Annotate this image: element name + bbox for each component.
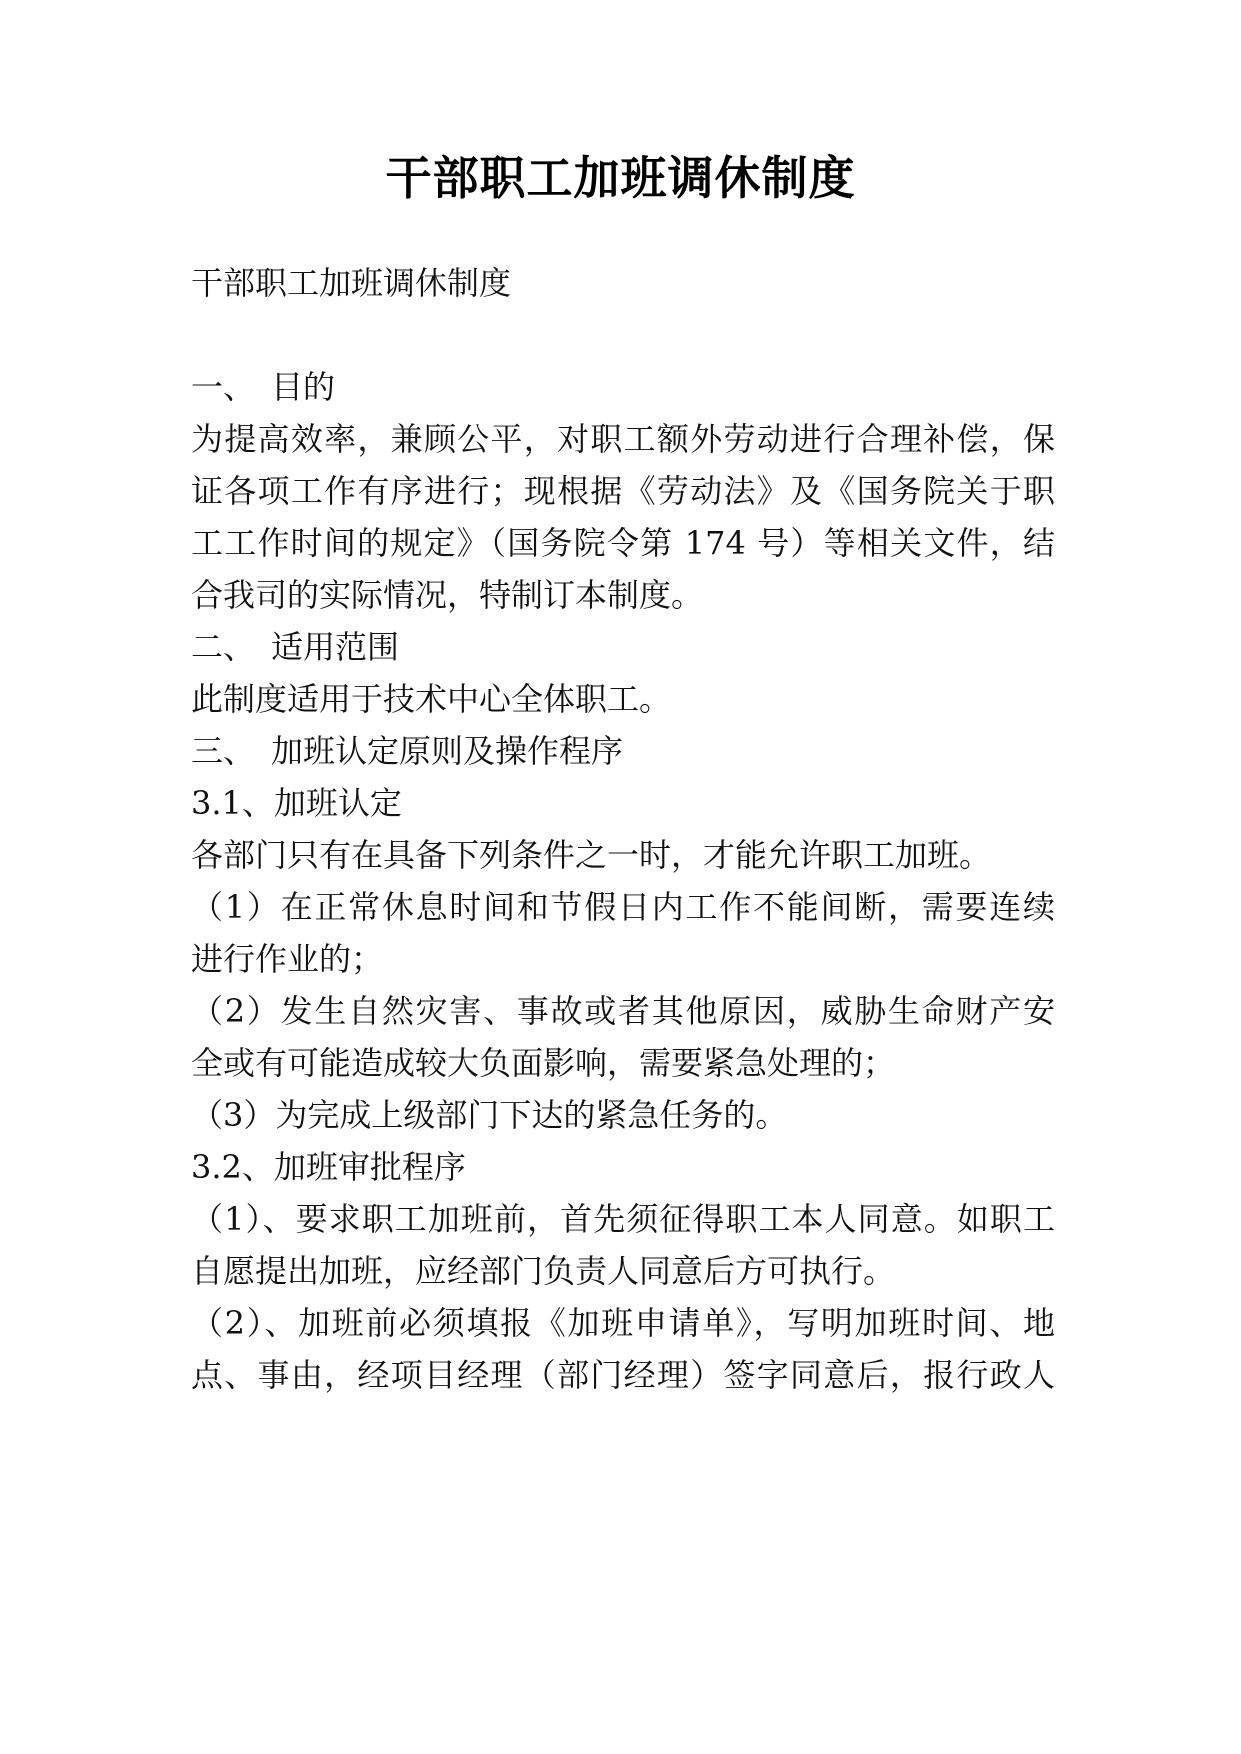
section-heading-2: 二、 适用范围	[191, 628, 400, 666]
paragraph-line: 此制度适用于技术中心全体职工。	[191, 680, 672, 718]
paragraph-line: 工工作时间的规定》（国务院令第 174 号）等相关文件，结	[191, 524, 1055, 562]
subtitle-line: 干部职工加班调休制度	[191, 264, 512, 302]
document-title: 干部职工加班调休制度	[385, 151, 856, 205]
list-item-line: 点、事由，经项目经理（部门经理）签字同意后，报行政人	[191, 1356, 1055, 1394]
list-item-line: （3）为完成上级部门下达的紧急任务的。	[191, 1096, 788, 1134]
paragraph-line: 证各项工作有序进行；现根据《劳动法》及《国务院关于职	[191, 472, 1055, 510]
section-heading-3: 三、 加班认定原则及操作程序	[191, 732, 624, 770]
list-item-line: 全或有可能造成较大负面影响，需要紧急处理的；	[191, 1044, 896, 1082]
list-item-line: （1）、要求职工加班前，首先须征得职工本人同意。如职工	[191, 1200, 1055, 1238]
section-heading-1: 一、 目的	[191, 368, 336, 406]
paragraph-line: 合我司的实际情况，特制订本制度。	[191, 576, 704, 614]
subsection-heading-3-1: 3.1、加班认定	[191, 784, 402, 822]
list-item-line: （2）、加班前必须填报《加班申请单》，写明加班时间、地	[191, 1304, 1055, 1342]
paragraph-line: 为提高效率，兼顾公平，对职工额外劳动进行合理补偿，保	[191, 420, 1055, 458]
subsection-heading-3-2: 3.2、加班审批程序	[191, 1148, 466, 1186]
list-item-line: 进行作业的；	[191, 940, 384, 978]
paragraph-line: 各部门只有在具备下列条件之一时，才能允许职工加班。	[191, 836, 992, 874]
list-item-line: 自愿提出加班，应经部门负责人同意后方可执行。	[191, 1252, 896, 1290]
list-item-line: （1）在正常休息时间和节假日内工作不能间断，需要连续	[191, 888, 1055, 926]
list-item-line: （2）发生自然灾害、事故或者其他原因，威胁生命财产安	[191, 992, 1055, 1030]
